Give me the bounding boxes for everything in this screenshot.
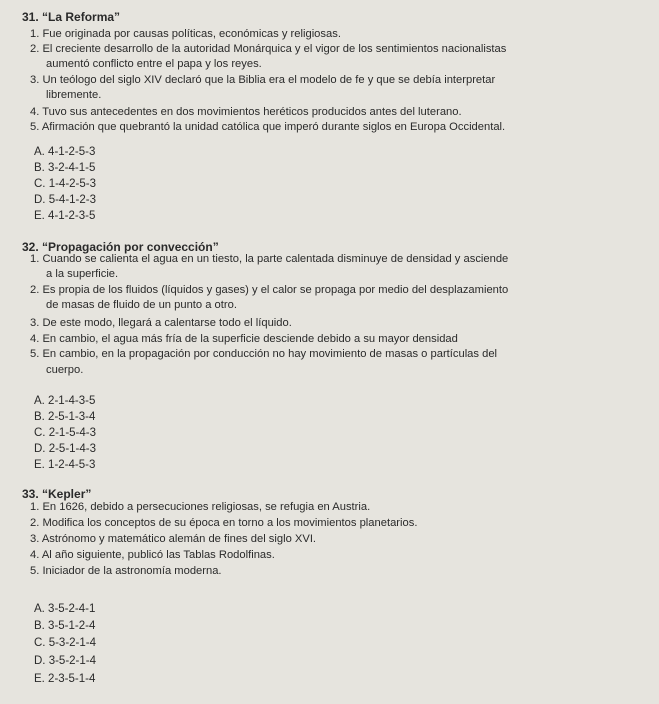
- answer-option-d[interactable]: D. 3-5-2-1-4: [34, 655, 96, 667]
- statement: 4. Al año siguiente, publicó las Tablas Rodolfinas.: [30, 549, 275, 561]
- statement: 5. Iniciador de la astronomía moderna.: [30, 565, 222, 577]
- statement: 3. De este modo, llegará a calentarse todo el líquido.: [30, 317, 292, 329]
- statement: 2. Es propia de los fluidos (líquidos y gases) y el calor se propaga por medio del desplazamiento: [30, 284, 509, 296]
- answer-option-e[interactable]: E. 4-1-2-3-5: [34, 210, 96, 222]
- statement-continuation: cuerpo.: [46, 364, 84, 376]
- answer-option-b[interactable]: B. 3-2-4-1-5: [34, 162, 96, 174]
- answer-option-d[interactable]: D. 5-4-1-2-3: [34, 194, 96, 206]
- answer-option-c[interactable]: C. 1-4-2-5-3: [34, 178, 96, 190]
- statement-continuation: a la superficie.: [46, 268, 119, 280]
- statement-continuation: aumentó conflicto entre el papa y los reyes.: [46, 58, 262, 70]
- answer-option-a[interactable]: A. 2-1-4-3-5: [34, 395, 96, 407]
- question-title: 31. “La Reforma”: [22, 10, 121, 24]
- statement: 3. Astrónomo y matemático alemán de fines del siglo XVI.: [30, 533, 317, 545]
- answer-option-b[interactable]: B. 2-5-1-3-4: [34, 411, 96, 423]
- statement: 2. El creciente desarrollo de la autoridad Monárquica y el vigor de los sentimientos nacionalistas: [30, 43, 507, 55]
- statement-continuation: de masas de fluido de un punto a otro.: [46, 299, 237, 311]
- answer-option-c[interactable]: C. 5-3-2-1-4: [34, 637, 96, 649]
- answer-option-c[interactable]: C. 2-1-5-4-3: [34, 427, 96, 439]
- question-title: 33. “Kepler”: [22, 487, 92, 501]
- answer-option-a[interactable]: A. 3-5-2-4-1: [34, 603, 96, 615]
- statement: 3. Un teólogo del siglo XIV declaró que la Biblia era el modelo de fe y que se debía interpretar: [30, 74, 496, 86]
- statement: 5. Afirmación que quebrantó la unidad católica que imperó durante siglos en Europa Occidental.: [30, 121, 506, 133]
- statement: 5. En cambio, en la propagación por conducción no hay movimiento de masas o partículas del: [30, 348, 498, 360]
- answer-option-e[interactable]: E. 2-3-5-1-4: [34, 673, 96, 685]
- answer-option-e[interactable]: E. 1-2-4-5-3: [34, 459, 96, 471]
- statement: 2. Modifica los conceptos de su época en torno a los movimientos planetarios.: [30, 517, 418, 529]
- statement: 4. En cambio, el agua más fría de la superficie desciende debido a su mayor densidad: [30, 333, 458, 345]
- answer-option-a[interactable]: A. 4-1-2-5-3: [34, 146, 96, 158]
- statement-continuation: libremente.: [46, 89, 102, 101]
- answer-option-d[interactable]: D. 2-5-1-4-3: [34, 443, 96, 455]
- answer-option-b[interactable]: B. 3-5-1-2-4: [34, 620, 96, 632]
- statement: 4. Tuvo sus antecedentes en dos movimientos heréticos producidos antes del luterano.: [30, 106, 462, 118]
- question-title: 32. “Propagación por convección”: [22, 240, 219, 254]
- statement: 1. Cuando se calienta el agua en un tiesto, la parte calentada disminuye de densidad y asciende: [30, 253, 509, 265]
- statement: 1. En 1626, debido a persecuciones religiosas, se refugia en Austria.: [30, 501, 371, 513]
- statement: 1. Fue originada por causas políticas, económicas y religiosas.: [30, 28, 341, 40]
